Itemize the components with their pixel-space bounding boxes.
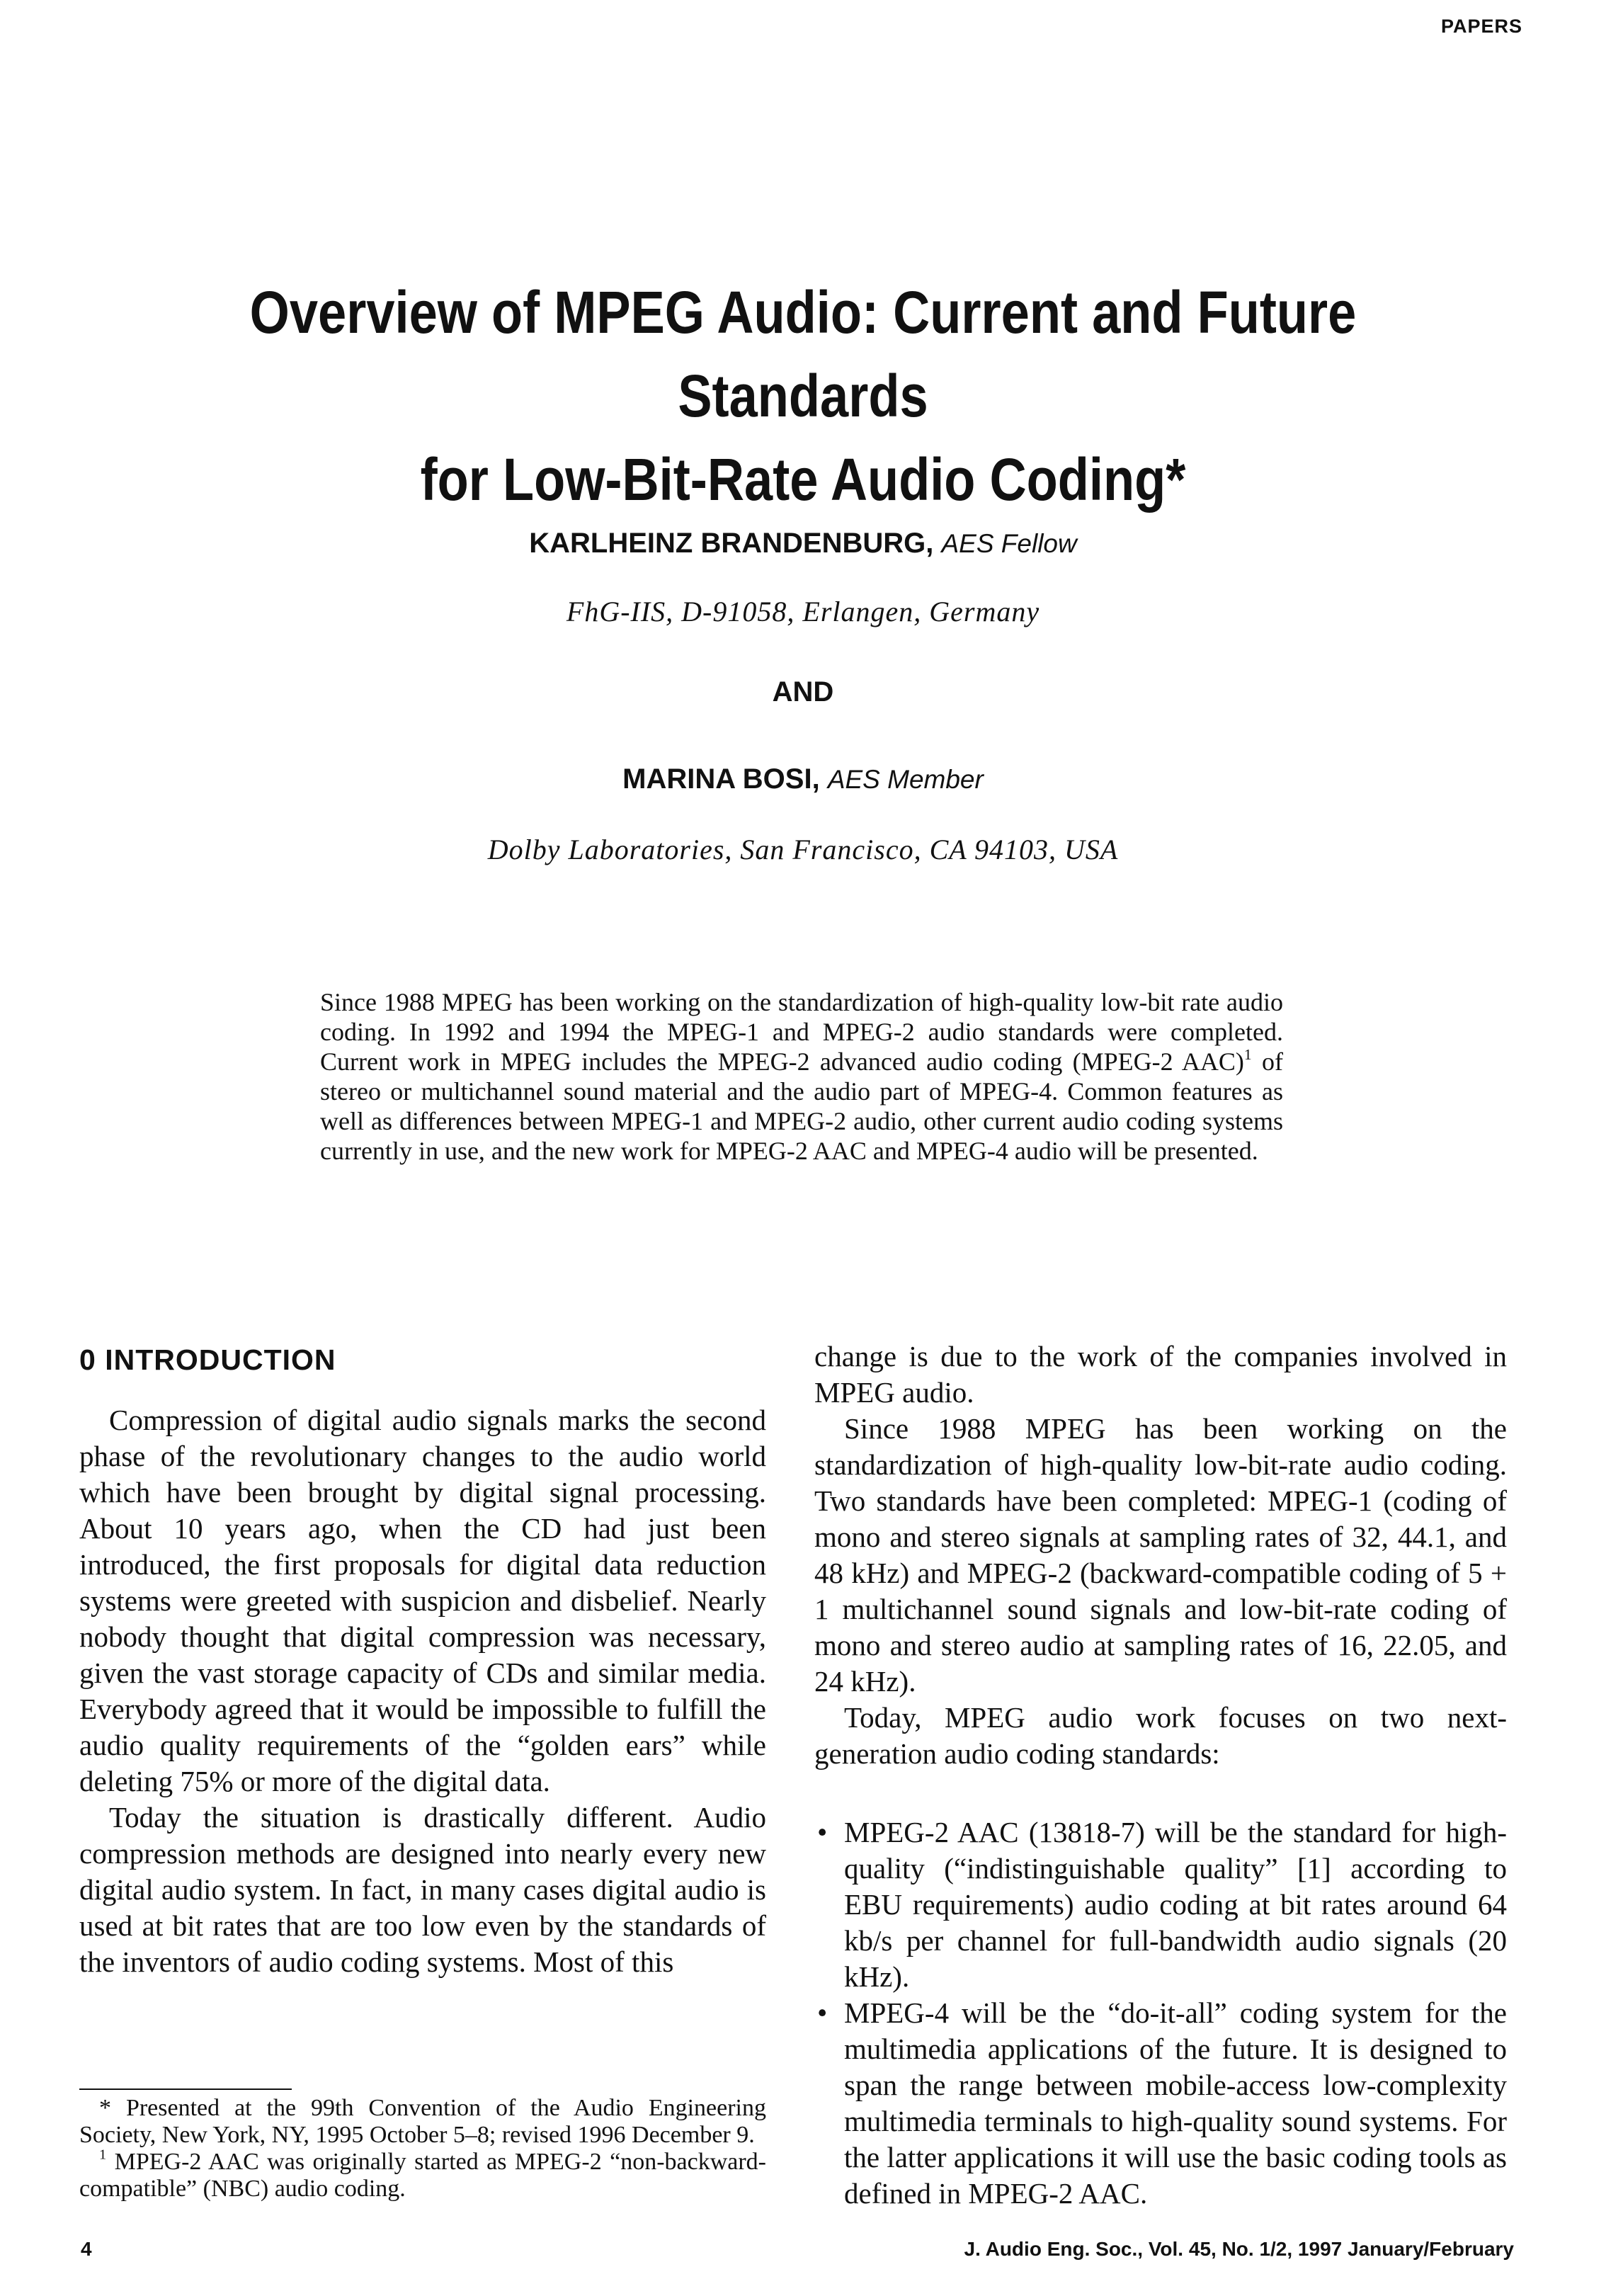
author-conjunction: AND <box>772 676 834 707</box>
author-2-affiliation: Dolby Laboratories, San Francisco, CA 94103, USA <box>487 834 1119 865</box>
paragraph: Today the situation is drastically different. Audio compression methods are designed into nearly every new digital audio system. In fact, in many cases digital audio is used at bit rates that are too low even by the standards of the inventors of audio coding systems. Most of this <box>79 1801 766 1978</box>
footnotes <box>79 2095 766 2203</box>
author-2 <box>0 763 1606 795</box>
footnote-divider <box>79 2088 292 2090</box>
author-2-name: MARINA BOSI, <box>622 763 820 795</box>
paragraph-continuation: change is due to the work of the companies involved in MPEG audio. <box>814 1340 1507 1409</box>
bullet-list <box>814 1814 1507 2212</box>
author-2-role: AES Member <box>827 765 984 794</box>
footnote-mark: 1 <box>99 2147 107 2163</box>
abstract-text-2: of stereo or multichannel sound material and the audio part of MPEG-4. Common features as well as differences between MPEG-1 and MPEG-2 audio, other current audio coding systems currently in use, and the new work for MPEG-2 AAC and MPEG-4 audio will be presented. <box>320 1047 1283 1165</box>
section-label: PAPERS <box>1440 16 1522 37</box>
right-column <box>814 1339 1507 2212</box>
author-1-name: KARLHEINZ BRANDENBURG, <box>529 528 934 559</box>
author-1-role: AES Fellow <box>941 529 1077 558</box>
footnote-text: MPEG-2 AAC was originally started as MPEG-2 “non-backward-compatible” (NBC) audio coding. <box>79 2149 766 2202</box>
list-item-text: MPEG-2 AAC (13818-7) will be the standard for high-quality (“indistinguishable quality” [1] according to EBU requirements) audio coding at bit rates around 64 kb/s per channel for full-bandwidth audio signals (20 kHz). <box>844 1816 1507 1993</box>
bullet-icon: • <box>817 1996 828 2029</box>
author-1-affiliation: FhG-IIS, D-91058, Erlangen, Germany <box>566 596 1040 627</box>
footnote-mark: * <box>99 2095 111 2121</box>
paragraph: Compression of digital audio signals marks the second phase of the revolutionary changes to the audio world which have been brought by digital signal processing. About 10 years ago, when the CD had just been introduced, the first proposals for digital data reduction systems were greeted with suspicion and disbelief. Nearly nobody thought that digital compression was necessary, given the vast storage capacity of CDs and similar media. Everybody agreed that it would be impossible to fulfill the audio quality requirements of the “golden ears” while deleting 75% or more of the digital data. <box>79 1404 766 1797</box>
paragraph: Since 1988 MPEG has been working on the standardization of high-quality low-bit-rate audio coding. Two standards have been completed: MPEG-1 (coding of mono and stereo signals at sampling rates of 32, 44.1, and 48 kHz) and MPEG-2 (backward-compatible coding of 5 + 1 multichannel sound signals and low-bit-rate coding of mono and stereo audio at sampling rates of 16, 22.05, and 24 kHz). <box>814 1412 1507 1698</box>
paragraph: Today, MPEG audio work focuses on two next-generation audio coding standards: <box>814 1701 1507 1770</box>
footnote-text: Presented at the 99th Convention of the Audio Engineering Society, New York, NY, 1995 October 5–8; revised 1996 December 9. <box>79 2095 766 2148</box>
author-1 <box>0 528 1606 559</box>
title-line-2: for Low-Bit-Rate Audio Coding* <box>420 446 1186 513</box>
abstract-text-1: Since 1988 MPEG has been working on the standardization of high-quality low-bit rate audio coding. In 1992 and 1994 the MPEG-1 and MPEG-2 audio standards were completed. Current work in MPEG includes the MPEG-2 advanced audio coding (MPEG-2 AAC) <box>320 988 1283 1076</box>
section-heading-introduction: 0 INTRODUCTION <box>79 1343 336 1376</box>
footnote <box>79 2095 766 2149</box>
list-item <box>814 1814 1507 1995</box>
footnote <box>79 2149 766 2203</box>
title-line-1: Overview of MPEG Audio: Current and Future Standards <box>249 279 1357 429</box>
journal-reference: J. Audio Eng. Soc., Vol. 45, No. 1/2, 1997 January/February <box>964 2238 1514 2260</box>
list-item-text: MPEG-4 will be the “do-it-all” coding system for the multimedia applications of the future. It is designed to span the range between mobile-access low-complexity multimedia terminals to high-quality sound systems. For the latter applications it will use the basic coding tools as defined in MPEG-2 AAC. <box>844 1996 1507 2210</box>
left-column <box>79 1342 766 1980</box>
page-number: 4 <box>81 2238 92 2260</box>
bullet-icon: • <box>817 1816 828 1848</box>
abstract <box>320 987 1283 1166</box>
paper-title <box>161 271 1445 521</box>
abstract-footnote-marker: 1 <box>1243 1045 1252 1063</box>
list-item <box>814 1995 1507 2212</box>
